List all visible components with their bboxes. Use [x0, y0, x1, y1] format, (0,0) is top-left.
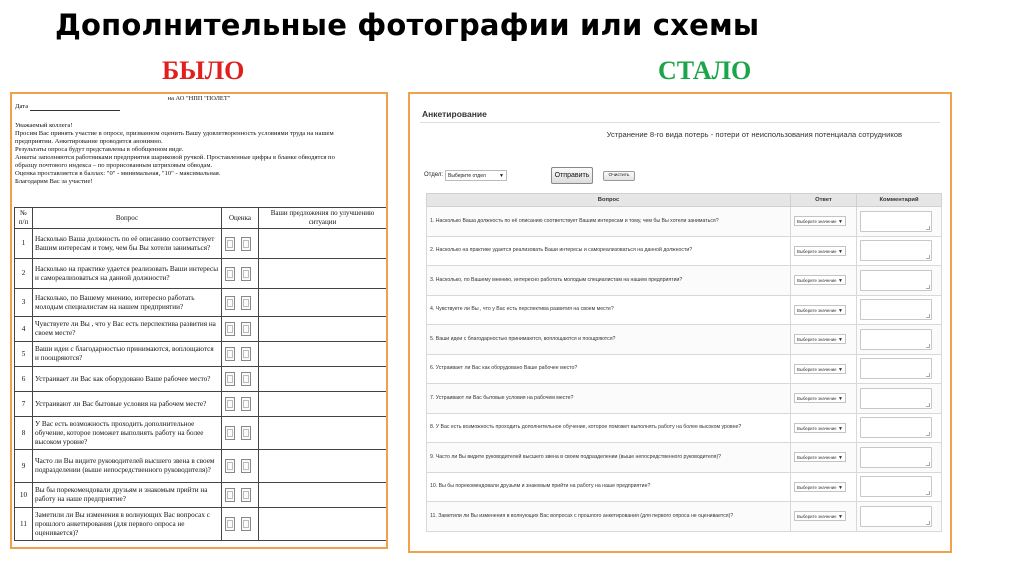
comment-textarea[interactable] [860, 506, 932, 527]
survey-row [427, 502, 942, 532]
row-question: Устраивают ли Вас бытовые условия на рабочем месте? [33, 392, 222, 417]
row-number: 4 [15, 317, 33, 342]
answer-select-value: Выберите значение [797, 366, 837, 372]
digit-box[interactable] [225, 397, 235, 411]
intro-line: Оценка проставляется в баллах: "0" - минимальная, "10" - максимальная. [15, 170, 221, 177]
comment-cell [857, 443, 942, 473]
digit-box[interactable] [241, 322, 251, 336]
score-boxes [222, 259, 259, 289]
old-table-row [15, 289, 387, 317]
digit-box[interactable] [225, 322, 235, 336]
suggestion-cell[interactable] [259, 259, 387, 289]
title-divider [420, 122, 940, 123]
score-boxes [222, 317, 259, 342]
comment-cell [857, 266, 942, 296]
answer-select-value: Выберите значение [797, 396, 837, 402]
answer-cell [791, 502, 857, 532]
col-answer: Ответ [791, 194, 857, 207]
survey-question: 6. Устраивает ли Вас как оборудовано Ваше рабочее место? [427, 354, 791, 384]
row-question: Насколько, по Вашему мнению, интересно работать молодым специалистам на нашем предприятии? [33, 289, 222, 317]
intro-line: Анкеты заполняются работниками предприятия шариковой ручкой. Проставленные цифры в бланке обводятся по [15, 154, 335, 161]
suggestion-cell[interactable] [259, 450, 387, 483]
old-form-date-label: Дата [15, 103, 29, 110]
digit-box[interactable] [225, 347, 235, 361]
before-label: БЫЛО [162, 56, 245, 85]
chevron-down-icon: ▼ [838, 514, 843, 521]
new-form-title: Анкетирование [422, 109, 487, 119]
answer-cell [791, 266, 857, 296]
comment-cell [857, 236, 942, 266]
answer-select[interactable] [794, 246, 846, 256]
suggestion-cell[interactable] [259, 483, 387, 508]
comment-textarea[interactable] [860, 329, 932, 350]
survey-question: 8. У Вас есть возможность проходить дополнительное обучение, которое поможет выполнять работу на более высоком уровне? [427, 413, 791, 443]
date-blank-line [30, 104, 120, 111]
row-number: 9 [15, 450, 33, 483]
comment-textarea[interactable] [860, 358, 932, 379]
intro-line: Благодарим Вас за участие! [15, 178, 93, 185]
comment-cell [857, 502, 942, 532]
suggestion-cell[interactable] [259, 508, 387, 541]
survey-question: 3. Насколько, по Вашему мнению, интересно работать молодым специалистам на нашем предприятии? [427, 266, 791, 296]
row-question: У Вас есть возможность проходить дополнительное обучение, которое поможет выполнять работу на более высоком уровне? [33, 417, 222, 450]
answer-select[interactable] [794, 334, 846, 344]
clear-button[interactable]: Очистить [603, 171, 635, 181]
row-number: 6 [15, 367, 33, 392]
comment-cell [857, 295, 942, 325]
survey-question: 11. Заметили ли Вы изменения в волнующих Вас вопросах с прошлого анкетирования (для первого опроса не оценивается)? [427, 502, 791, 532]
answer-select-value: Выберите значение [797, 514, 837, 520]
old-table-row [15, 483, 387, 508]
score-boxes [222, 289, 259, 317]
comment-cell [857, 325, 942, 355]
digit-box[interactable] [241, 426, 251, 440]
old-form-table [14, 207, 387, 541]
answer-select[interactable] [794, 511, 846, 521]
score-boxes [222, 450, 259, 483]
survey-row [427, 354, 942, 384]
old-col-question: Вопрос [33, 208, 222, 229]
suggestion-cell[interactable] [259, 367, 387, 392]
row-question: Вы бы порекомендовали друзьям и знакомым прийти на работу на наше предприятие? [33, 483, 222, 508]
row-number: 3 [15, 289, 33, 317]
row-number: 8 [15, 417, 33, 450]
comment-textarea[interactable] [860, 417, 932, 438]
comment-cell [857, 413, 942, 443]
intro-line: Результаты опроса будут представлены в обобщенном виде. [15, 146, 184, 153]
digit-box[interactable] [225, 459, 235, 473]
col-question: Вопрос [427, 194, 791, 207]
row-question: Устраивает ли Вас как оборудовано Ваше рабочее место? [33, 367, 222, 392]
suggestion-cell[interactable] [259, 317, 387, 342]
survey-table [426, 193, 942, 532]
digit-box[interactable] [241, 267, 251, 281]
answer-select[interactable] [794, 216, 846, 226]
chevron-down-icon: ▼ [838, 278, 843, 285]
answer-cell [791, 236, 857, 266]
digit-box[interactable] [241, 296, 251, 310]
old-form-header: на АО "НПП "ПОЛЕТ" [167, 95, 231, 102]
answer-select-value: Выберите значение [797, 337, 837, 343]
chevron-down-icon: ▼ [838, 484, 843, 491]
comment-cell [857, 384, 942, 414]
suggestion-cell[interactable] [259, 289, 387, 317]
answer-select[interactable] [794, 275, 846, 285]
answer-select-value: Выберите значение [797, 307, 837, 313]
digit-box[interactable] [241, 517, 251, 531]
digit-box[interactable] [241, 397, 251, 411]
answer-select[interactable] [794, 305, 846, 315]
send-button[interactable]: Отправить [551, 167, 593, 184]
chevron-down-icon: ▼ [838, 425, 843, 432]
score-boxes [222, 392, 259, 417]
old-paper-form [10, 92, 388, 549]
comment-cell [857, 472, 942, 502]
department-select-value: Выберите отдел [448, 173, 486, 179]
comment-cell [857, 354, 942, 384]
answer-cell [791, 325, 857, 355]
old-table-row [15, 229, 387, 259]
intro-line: образцу почтового индекса – по прорисованным штриховым обводам. [15, 162, 213, 169]
survey-row [427, 443, 942, 473]
answer-cell [791, 443, 857, 473]
digit-box[interactable] [225, 488, 235, 502]
intro-line: предприятии. Анкетирование проводится анонимно. [15, 138, 163, 145]
survey-row [427, 413, 942, 443]
survey-question: 5. Ваши идеи с благодарностью принимаются, воплощаются и поощряются? [427, 325, 791, 355]
comment-textarea[interactable] [860, 270, 932, 291]
answer-cell [791, 384, 857, 414]
chevron-down-icon: ▼ [838, 307, 843, 314]
old-col-num: № п/п [15, 208, 33, 229]
answer-cell [791, 413, 857, 443]
old-table-row [15, 508, 387, 541]
answer-select[interactable] [794, 393, 846, 403]
comment-textarea[interactable] [860, 240, 932, 261]
after-label: СТАЛО [658, 56, 752, 85]
row-number: 10 [15, 483, 33, 508]
survey-question: 7. Устраивают ли Вас бытовые условия на рабочем месте? [427, 384, 791, 414]
old-col-score: Оценка [222, 208, 259, 229]
answer-select-value: Выберите значение [797, 278, 837, 284]
department-select[interactable] [445, 170, 507, 181]
digit-box[interactable] [225, 267, 235, 281]
old-table-row [15, 450, 387, 483]
suggestion-cell[interactable] [259, 229, 387, 259]
row-number: 7 [15, 392, 33, 417]
intro-line: Уважаемый коллега! [15, 122, 73, 129]
row-question: Чувствуете ли Вы , что у Вас есть перспектива развития на своем месте? [33, 317, 222, 342]
answer-select[interactable] [794, 452, 846, 462]
answer-select-value: Выберите значение [797, 248, 837, 254]
digit-box[interactable] [241, 347, 251, 361]
survey-question: 1. Насколько Ваша должность по её описанию соответствует Вашим интересам и тому, чем бы Вы хотели заниматься? [427, 207, 791, 237]
answer-select[interactable] [794, 364, 846, 374]
survey-row [427, 266, 942, 296]
suggestion-cell[interactable] [259, 392, 387, 417]
old-table-row [15, 342, 387, 367]
digit-box[interactable] [241, 372, 251, 386]
chevron-down-icon: ▼ [838, 396, 843, 403]
digit-box[interactable] [241, 488, 251, 502]
score-boxes [222, 229, 259, 259]
answer-select[interactable] [794, 423, 846, 433]
department-label: Отдел: [424, 172, 444, 178]
answer-select[interactable] [794, 482, 846, 492]
row-question: Насколько на практике удается реализовать Ваши интересы и самореализоваться на данной должности? [33, 259, 222, 289]
digit-box[interactable] [225, 426, 235, 440]
comment-textarea[interactable] [860, 388, 932, 409]
slide-title: Дополнительные фотографии или схемы [55, 8, 760, 42]
survey-row [427, 384, 942, 414]
row-question: Заметили ли Вы изменения в волнующих Вас вопросах с прошлого анкетирования (для первого опроса не оценивается)? [33, 508, 222, 541]
old-form-intro [12, 122, 386, 186]
old-table-row [15, 317, 387, 342]
survey-question: 2. Насколько на практике удается реализовать Ваши интересы и самореализоваться на данной должности? [427, 236, 791, 266]
chevron-down-icon: ▼ [838, 455, 843, 462]
answer-cell [791, 354, 857, 384]
old-table-header-row [15, 208, 387, 229]
comment-textarea[interactable] [860, 211, 932, 232]
answer-select-value: Выберите значение [797, 484, 837, 490]
answer-select-value: Выберите значение [797, 455, 837, 461]
intro-line: Просим Вас принять участие в опросе, призванном оценить Вашу удовлетворенность условиями труда на нашем [15, 130, 334, 137]
comment-textarea[interactable] [860, 447, 932, 468]
suggestion-cell[interactable] [259, 342, 387, 367]
score-boxes [222, 367, 259, 392]
digit-box[interactable] [225, 296, 235, 310]
survey-question: 10. Вы бы порекомендовали друзьям и знакомым прийти на работу на наше предприятие? [427, 472, 791, 502]
digit-box[interactable] [225, 237, 235, 251]
digit-box[interactable] [225, 517, 235, 531]
answer-cell [791, 295, 857, 325]
answer-cell [791, 472, 857, 502]
digit-box[interactable] [241, 459, 251, 473]
survey-row [427, 295, 942, 325]
row-number: 5 [15, 342, 33, 367]
new-online-form [408, 92, 952, 553]
survey-question: 9. Часто ли Вы видите руководителей высшего звена в своем подразделении (выше непосредственного руководителя)? [427, 443, 791, 473]
new-form-subtitle: Устранение 8-го вида потерь - потери от неиспользования потенциала сотрудников [606, 130, 902, 139]
row-question: Ваши идеи с благодарностью принимаются, воплощаются и поощряются? [33, 342, 222, 367]
survey-row [427, 207, 942, 237]
survey-row [427, 472, 942, 502]
survey-row [427, 325, 942, 355]
old-table-row [15, 259, 387, 289]
score-boxes [222, 483, 259, 508]
survey-header-row [427, 194, 942, 207]
score-boxes [222, 508, 259, 541]
score-boxes [222, 417, 259, 450]
old-table-row [15, 367, 387, 392]
comment-cell [857, 207, 942, 237]
comment-textarea[interactable] [860, 476, 932, 497]
row-number: 2 [15, 259, 33, 289]
answer-cell [791, 207, 857, 237]
old-table-row [15, 392, 387, 417]
row-question: Часто ли Вы видите руководителей высшего звена в своем подразделении (выше непосредственного руководителя)? [33, 450, 222, 483]
answer-select-value: Выберите значение [797, 219, 837, 225]
row-number: 11 [15, 508, 33, 541]
chevron-down-icon: ▼ [838, 219, 843, 226]
suggestion-cell[interactable] [259, 417, 387, 450]
row-number: 1 [15, 229, 33, 259]
score-boxes [222, 342, 259, 367]
old-col-suggestions: Ваши предложения по улучшению ситуации [259, 208, 387, 229]
chevron-down-icon: ▼ [838, 366, 843, 373]
digit-box[interactable] [225, 372, 235, 386]
survey-question: 4. Чувствуете ли Вы , что у Вас есть перспектива развития на своем месте? [427, 295, 791, 325]
comment-textarea[interactable] [860, 299, 932, 320]
chevron-down-icon: ▼ [838, 337, 843, 344]
digit-box[interactable] [241, 237, 251, 251]
chevron-down-icon: ▼ [499, 173, 504, 179]
chevron-down-icon: ▼ [838, 248, 843, 255]
old-form-date [12, 103, 386, 111]
col-comment: Комментарий [857, 194, 942, 207]
old-table-row [15, 417, 387, 450]
row-question: Насколько Ваша должность по её описанию соответствует Вашим интересам и тому, чем бы Вы хотели заниматься? [33, 229, 222, 259]
survey-row [427, 236, 942, 266]
answer-select-value: Выберите значение [797, 425, 837, 431]
